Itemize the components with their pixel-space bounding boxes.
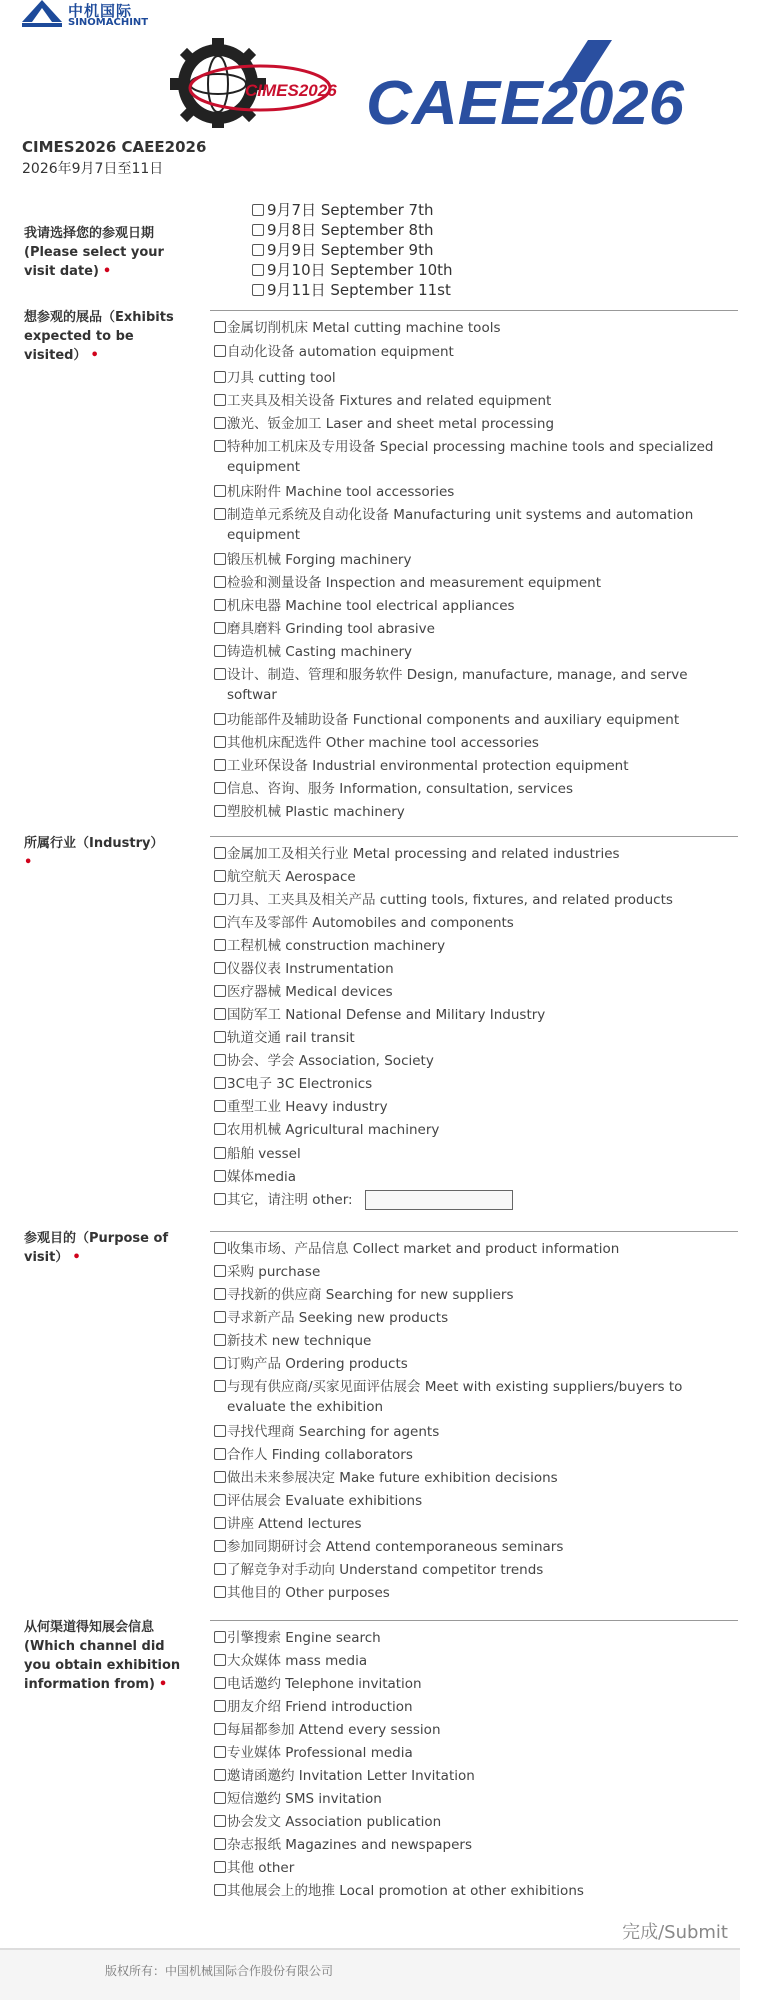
purpose-option-label: evaluate the exhibition (227, 1399, 384, 1415)
purpose-option[interactable] (214, 1377, 734, 1417)
checkbox[interactable] (214, 1242, 226, 1254)
checkbox[interactable] (214, 1008, 226, 1020)
purpose-option[interactable] (214, 1491, 734, 1511)
checkbox[interactable] (214, 916, 226, 928)
checkbox[interactable] (214, 1884, 226, 1896)
industry-option[interactable] (214, 867, 734, 887)
exhibit-option-label: softwar (227, 687, 277, 703)
checkbox[interactable] (214, 1357, 226, 1369)
industry-option[interactable] (214, 936, 734, 956)
checkbox[interactable] (214, 1654, 226, 1666)
visit-date-label: 9月9日 September 9th (267, 241, 434, 259)
checkbox[interactable] (214, 1746, 226, 1758)
checkbox[interactable] (214, 1471, 226, 1483)
submit-button[interactable]: 完成/Submit (622, 1922, 728, 1943)
checkbox[interactable] (214, 1631, 226, 1643)
checkbox[interactable] (214, 553, 226, 565)
visit-date-label: 9月7日 September 7th (267, 201, 434, 219)
exhibit-option[interactable] (214, 550, 734, 570)
industry-option-label: 仪器仪表 Instrumentation (227, 961, 394, 977)
cimes-caee-logos (140, 36, 690, 128)
purpose-option-label: 采购 purchase (227, 1264, 321, 1280)
purpose-option-label: 寻找代理商 Searching for agents (227, 1424, 440, 1440)
checkbox[interactable] (214, 1517, 226, 1529)
checkbox[interactable] (214, 1031, 226, 1043)
exhibit-option-label: 自动化设备 automation equipment (227, 344, 454, 360)
purpose-option[interactable] (214, 1354, 734, 1374)
industry-option-label: 工程机械 construction machinery (227, 938, 446, 954)
purpose-option[interactable] (214, 1537, 734, 1557)
industry-option[interactable] (214, 890, 734, 910)
visit-date-option[interactable] (252, 241, 433, 259)
sinomachint-mark-icon (22, 0, 62, 28)
section-divider (210, 1620, 738, 1621)
exhibit-option[interactable] (214, 391, 734, 411)
channel-option[interactable] (214, 1812, 734, 1832)
checkbox[interactable] (214, 1861, 226, 1873)
exhibits-label: 想参观的展品（Exhibits expected to be visited） • (24, 310, 174, 363)
exhibit-option-label: 其他机床配选件 Other machine tool accessories (227, 735, 539, 751)
industry-option-label: 农用机械 Agricultural machinery (227, 1122, 440, 1138)
exhibit-option[interactable] (214, 733, 734, 753)
purpose-option[interactable] (214, 1239, 734, 1259)
industry-option[interactable] (214, 1120, 734, 1140)
industry-option-label: 轨道交通 rail transit (227, 1030, 355, 1046)
exhibit-option-label: 磨具磨料 Grinding tool abrasive (227, 621, 435, 637)
channel-option[interactable] (214, 1674, 734, 1694)
exhibit-option-label: 检验和测量设备 Inspection and measurement equipment (227, 575, 602, 591)
purpose-option-label: 参加同期研讨会 Attend contemporaneous seminars (227, 1539, 564, 1555)
purpose-option-label: 评估展会 Evaluate exhibitions (227, 1493, 423, 1509)
purpose-option[interactable] (214, 1514, 734, 1534)
visit-date-option[interactable] (252, 281, 451, 299)
section-divider (210, 1231, 738, 1232)
exhibit-option-label: 激光、钣金加工 Laser and sheet metal processing (227, 416, 555, 432)
channel-option-label: 杂志报纸 Magazines and newspapers (227, 1837, 473, 1853)
checkbox[interactable] (214, 1540, 226, 1552)
checkbox[interactable] (214, 1425, 226, 1437)
checkbox[interactable] (214, 1123, 226, 1135)
required-marker: • (158, 1677, 168, 1692)
industry-option[interactable] (214, 1051, 734, 1071)
exhibit-option-label: 设计、制造、管理和服务软件 Design, manufacture, manage, and serve (227, 667, 688, 683)
checkbox[interactable] (252, 244, 264, 256)
checkbox[interactable] (214, 1792, 226, 1804)
required-marker: • (90, 348, 99, 363)
cimes-badge: CIMES2026 (245, 81, 337, 100)
checkbox[interactable] (214, 759, 226, 771)
purpose-option-label: 新技术 new technique (227, 1333, 372, 1349)
exhibit-option[interactable] (214, 318, 734, 338)
checkbox[interactable] (252, 224, 264, 236)
caee-logo-icon (366, 40, 685, 128)
purpose-option-label: 了解竞争对手动向 Understand competitor trends (227, 1562, 544, 1578)
checkbox[interactable] (214, 599, 226, 611)
checkbox[interactable] (214, 1815, 226, 1827)
checkbox[interactable] (214, 668, 226, 680)
channel-option[interactable] (214, 1651, 734, 1671)
checkbox[interactable] (214, 893, 226, 905)
checkbox[interactable] (252, 204, 264, 216)
purpose-option-label: 收集市场、产品信息 Collect market and product information (227, 1241, 620, 1257)
section-divider (210, 310, 738, 311)
footer-copyright: 版权所有：中国机械国际合作股份有限公司 (105, 1964, 334, 1978)
checkbox[interactable] (214, 622, 226, 634)
checkbox[interactable] (214, 736, 226, 748)
checkbox[interactable] (214, 1380, 226, 1392)
industry-option-label: 汽车及零部件 Automobiles and components (227, 915, 514, 931)
visit-date-label: 我请选择您的参观日期 (Please select your visit date) • (24, 226, 164, 279)
channel-option[interactable] (214, 1720, 734, 1740)
visit-date-option[interactable] (252, 261, 453, 279)
caee-logo-text: CAEE2026 (366, 69, 685, 128)
industry-option[interactable] (214, 1144, 734, 1164)
industry-option[interactable] (214, 1074, 734, 1094)
channel-option[interactable] (214, 1881, 734, 1901)
exhibit-option-label: 功能部件及辅助设备 Functional components and auxiliary equipment (227, 712, 680, 728)
checkbox[interactable] (214, 1586, 226, 1598)
checkbox[interactable] (214, 394, 226, 406)
industry-option-label: 3C电子 3C Electronics (227, 1076, 373, 1092)
industry-option-label: 医疗器械 Medical devices (227, 984, 393, 1000)
industry-option[interactable] (214, 913, 734, 933)
visit-date-label: 9月11日 September 11st (267, 281, 451, 299)
checkbox[interactable] (214, 782, 226, 794)
industry-option-label: 国防军工 National Defense and Military Industry (227, 1007, 546, 1023)
industry-option[interactable] (214, 1005, 734, 1025)
purpose-option[interactable] (214, 1445, 734, 1465)
visit-date-label: 9月10日 September 10th (267, 261, 453, 279)
exhibit-option-label: 锻压机械 Forging machinery (227, 552, 412, 568)
checkbox[interactable] (214, 805, 226, 817)
exhibit-option[interactable] (214, 619, 734, 639)
exhibit-option-label: 信息、咨询、服务 Information, consultation, services (227, 781, 573, 797)
exhibit-option-label: 制造单元系统及自动化设备 Manufacturing unit systems and automation (227, 507, 694, 523)
checkbox[interactable] (214, 1077, 226, 1089)
purpose-option-label: 做出未来参展决定 Make future exhibition decisions (227, 1470, 558, 1486)
checkbox[interactable] (214, 985, 226, 997)
channel-option[interactable] (214, 1697, 734, 1717)
purpose-option[interactable] (214, 1560, 734, 1580)
channel-option-label: 电话邀约 Telephone invitation (227, 1676, 422, 1692)
checkbox[interactable] (214, 1494, 226, 1506)
industry-option[interactable] (214, 1028, 734, 1048)
brand-en: SINOMACHINT (68, 17, 149, 28)
checkbox[interactable] (214, 1563, 226, 1575)
purpose-option-label: 订购产品 Ordering products (227, 1356, 408, 1372)
checkbox[interactable] (214, 371, 226, 383)
industry-option-label: 船舶 vessel (227, 1146, 301, 1162)
industry-option-label: 航空航天 Aerospace (227, 869, 356, 885)
section-divider (210, 836, 738, 837)
exhibit-option[interactable] (214, 665, 734, 705)
checkbox[interactable] (214, 508, 226, 520)
checkbox[interactable] (214, 1723, 226, 1735)
purpose-option[interactable] (214, 1422, 734, 1442)
exhibit-option[interactable] (214, 437, 734, 477)
channel-option[interactable] (214, 1858, 734, 1878)
exhibit-option-label: equipment (227, 527, 301, 543)
purpose-option[interactable] (214, 1583, 734, 1603)
channel-option-label: 朋友介绍 Friend introduction (227, 1699, 413, 1715)
industry-option-label: 重型工业 Heavy industry (227, 1099, 388, 1115)
visit-date-option[interactable] (252, 221, 433, 239)
exhibit-option-label: 金属切削机床 Metal cutting machine tools (227, 320, 501, 336)
exhibit-option[interactable] (214, 710, 734, 730)
exhibit-option-label: 工业环保设备 Industrial environmental protection equipment (227, 758, 629, 774)
exhibit-option-label: 刀具 cutting tool (227, 370, 336, 386)
industry-option[interactable] (214, 959, 734, 979)
purpose-option-label: 讲座 Attend lectures (227, 1516, 362, 1532)
required-marker: • (102, 264, 112, 279)
exhibit-option-label: 机床附件 Machine tool accessories (227, 484, 455, 500)
exhibit-option[interactable] (214, 342, 734, 362)
checkbox[interactable] (214, 1838, 226, 1850)
purpose-option[interactable] (214, 1468, 734, 1488)
channel-option-label: 每届都参加 Attend every session (227, 1722, 441, 1738)
checkbox[interactable] (214, 1288, 226, 1300)
channel-option[interactable] (214, 1743, 734, 1763)
checkbox[interactable] (214, 417, 226, 429)
checkbox[interactable] (214, 485, 226, 497)
channel-option[interactable] (214, 1766, 734, 1786)
checkbox[interactable] (214, 1147, 226, 1159)
checkbox[interactable] (214, 1448, 226, 1460)
channel-option-label: 协会发文 Association publication (227, 1814, 442, 1830)
checkbox[interactable] (214, 321, 226, 333)
channel-option-label: 引擎搜索 Engine search (227, 1630, 381, 1646)
required-marker: • (72, 1250, 81, 1265)
channel-option-label: 大众媒体 mass media (227, 1653, 368, 1669)
exhibit-option[interactable] (214, 802, 734, 822)
industry-option[interactable] (214, 844, 734, 864)
checkbox[interactable] (214, 939, 226, 951)
checkbox[interactable] (214, 1193, 226, 1205)
exhibit-option[interactable] (214, 779, 734, 799)
checkbox[interactable] (214, 345, 226, 357)
industry-option[interactable] (214, 1167, 734, 1187)
industry-other-option[interactable] (214, 1190, 734, 1210)
event-banner (140, 36, 690, 128)
industry-option[interactable] (214, 1097, 734, 1117)
purpose-option[interactable] (214, 1308, 734, 1328)
industry-option-label: 金属加工及相关行业 Metal processing and related industries (227, 846, 620, 862)
checkbox[interactable] (214, 1677, 226, 1689)
purpose-option-label: 寻找新的供应商 Searching for new suppliers (227, 1287, 514, 1303)
event-title: CIMES2026 CAEE2026 (22, 138, 207, 156)
channel-option[interactable] (214, 1789, 734, 1809)
purpose-label: 参观目的（Purpose of visit） • (24, 1231, 169, 1265)
brand-cn: 中机国际 (68, 2, 133, 20)
exhibit-option[interactable] (214, 482, 734, 502)
purpose-option-label: 合作人 Finding collaborators (227, 1447, 413, 1463)
checkbox[interactable] (214, 440, 226, 452)
exhibit-option[interactable] (214, 596, 734, 616)
visit-date-option[interactable] (252, 201, 433, 219)
channel-option-label: 专业媒体 Professional media (227, 1745, 413, 1761)
checkbox[interactable] (214, 1769, 226, 1781)
channel-label: 从何渠道得知展会信息 (Which channel did you obtain exhibition information from) • (24, 1620, 181, 1692)
exhibit-option[interactable] (214, 368, 734, 388)
purpose-option-label: 寻求新产品 Seeking new products (227, 1310, 449, 1326)
exhibit-option-label: 工夹具及相关设备 Fixtures and related equipment (227, 393, 552, 409)
checkbox[interactable] (214, 576, 226, 588)
exhibit-option-label: 机床电器 Machine tool electrical appliances (227, 598, 515, 614)
checkbox[interactable] (214, 1311, 226, 1323)
checkbox[interactable] (214, 1100, 226, 1112)
checkbox[interactable] (214, 962, 226, 974)
event-dates: 2026年9月7日至11日 (22, 161, 164, 177)
industry-option-label: 媒体media (227, 1169, 297, 1185)
purpose-option-label: 与现有供应商/买家见面评估展会 Meet with existing suppliers/buyers to (227, 1379, 683, 1395)
sinomachint-logo (22, 0, 152, 32)
channel-option-label: 其他展会上的地推 Local promotion at other exhibitions (227, 1883, 584, 1899)
industry-option[interactable] (214, 982, 734, 1002)
exhibit-option[interactable] (214, 573, 734, 593)
channel-option-label: 其他 other (227, 1860, 295, 1876)
industry-other-label: 其它，请注明 other: (227, 1192, 353, 1208)
channel-option[interactable] (214, 1835, 734, 1855)
checkbox[interactable] (214, 645, 226, 657)
exhibit-option[interactable] (214, 414, 734, 434)
visit-date-label: 9月8日 September 8th (267, 221, 434, 239)
exhibit-option-label: equipment (227, 459, 301, 475)
checkbox[interactable] (214, 1700, 226, 1712)
industry-option-label: 协会、学会 Association, Society (227, 1053, 434, 1069)
purpose-option[interactable] (214, 1262, 734, 1282)
exhibit-option[interactable] (214, 756, 734, 776)
checkbox[interactable] (214, 1265, 226, 1277)
exhibit-option-label: 特种加工机床及专用设备 Special processing machine tools and specialized (227, 439, 714, 455)
checkbox[interactable] (214, 847, 226, 859)
checkbox[interactable] (214, 713, 226, 725)
checkbox[interactable] (214, 1170, 226, 1182)
industry-label: 所属行业（Industry） • (24, 836, 164, 870)
checkbox[interactable] (252, 284, 264, 296)
exhibit-option[interactable] (214, 505, 734, 545)
channel-option-label: 短信邀约 SMS invitation (227, 1791, 382, 1807)
purpose-option[interactable] (214, 1285, 734, 1305)
exhibit-option[interactable] (214, 642, 734, 662)
checkbox[interactable] (214, 1334, 226, 1346)
channel-option-label: 邀请函邀约 Invitation Letter Invitation (227, 1768, 475, 1784)
exhibit-option-label: 塑胶机械 Plastic machinery (227, 804, 405, 820)
required-marker: • (24, 855, 33, 870)
checkbox[interactable] (252, 264, 264, 276)
exhibit-option-label: 铸造机械 Casting machinery (227, 644, 413, 660)
purpose-option[interactable] (214, 1331, 734, 1351)
channel-option[interactable] (214, 1628, 734, 1648)
checkbox[interactable] (214, 1054, 226, 1066)
industry-other-input[interactable] (365, 1190, 513, 1210)
purpose-option-label: 其他目的 Other purposes (227, 1585, 390, 1601)
checkbox[interactable] (214, 870, 226, 882)
industry-option-label: 刀具、工夹具及相关产品 cutting tools, fixtures, and related products (227, 892, 673, 908)
